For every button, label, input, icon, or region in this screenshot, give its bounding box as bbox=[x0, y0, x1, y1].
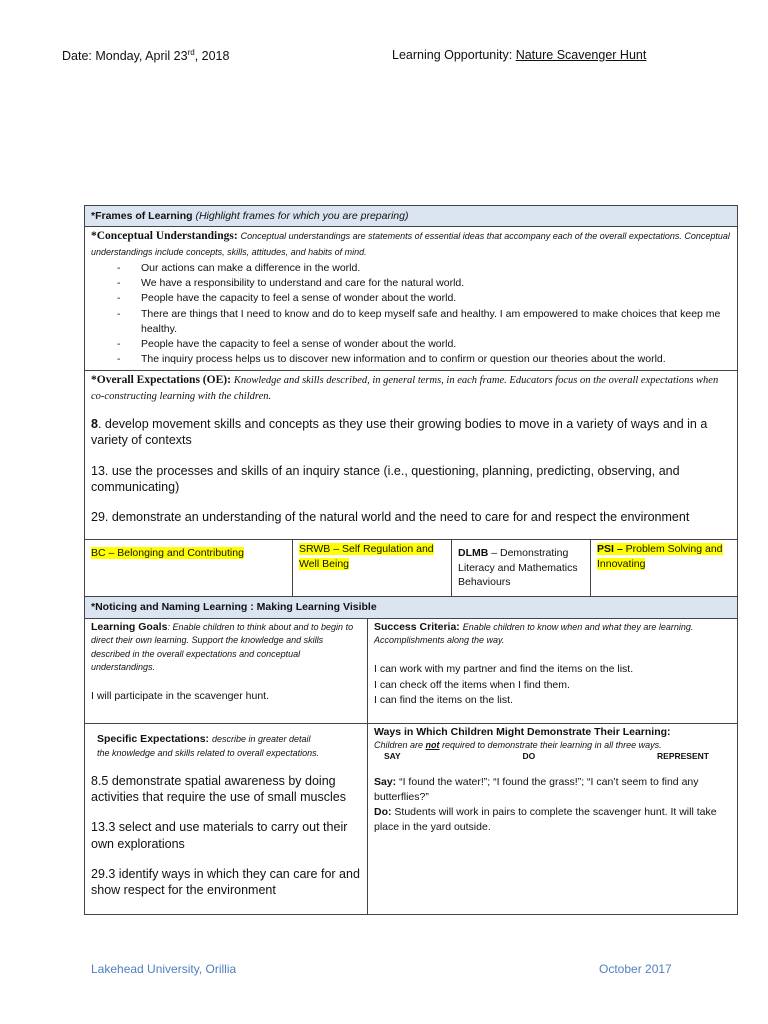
learning-opportunity-label: Learning Opportunity: bbox=[392, 48, 513, 62]
frame-bc-text: BC – Belonging and Contributing bbox=[91, 547, 244, 560]
overall-expectations-label: *Overall Expectations (OE): bbox=[91, 374, 231, 387]
frame-dlmb bbox=[452, 540, 591, 597]
planning-table bbox=[84, 205, 738, 915]
conceptual-understandings-row bbox=[85, 227, 738, 371]
footer-right: October 2017 bbox=[599, 962, 672, 976]
frame-psi bbox=[591, 540, 738, 597]
ways-do bbox=[374, 805, 731, 835]
ways-say-text: “I found the water!”; “I found the grass!”; “I can’t seem to find any butterflies?” bbox=[374, 775, 699, 803]
specific-expectations-label: Specific Expectations: bbox=[97, 732, 210, 745]
frames-of-learning-title: *Frames of Learning bbox=[91, 210, 193, 222]
ways-note-not: not bbox=[425, 740, 440, 751]
ways-col-represent: REPRESENT bbox=[657, 751, 709, 762]
learning-goals-cell bbox=[85, 618, 368, 723]
date-suffix: rd bbox=[187, 48, 195, 57]
learning-opportunity-line bbox=[392, 48, 646, 62]
specific-expectation-item: 29.3 identify ways in which they can care for and show respect for the environment bbox=[91, 866, 360, 898]
list-item: - People have the capacity to feel a sense of wonder about the world. bbox=[91, 291, 731, 306]
ways-do-text: Students will work in pairs to complete the scavenger hunt. It will take place in the yard outside. bbox=[374, 806, 717, 834]
frame-dlmb-text: – Demonstrating Literacy and Mathematics Behaviours bbox=[458, 547, 578, 588]
ways-col-do: DO bbox=[522, 751, 536, 762]
list-item: - The inquiry process helps us to discover new information and to confirm or question our theories about the world. bbox=[91, 352, 731, 367]
ways-columns bbox=[374, 751, 731, 762]
noticing-header: *Noticing and Naming Learning : Making Learning Visible bbox=[85, 597, 738, 618]
ways-do-label: Do: bbox=[374, 806, 392, 819]
overall-expectations-row bbox=[85, 371, 738, 540]
list-item: - There are things that I need to know and do to keep myself safe and healthy. I am empowered to make choices that keep me healthy. bbox=[91, 307, 731, 337]
success-criteria-cell bbox=[368, 618, 738, 723]
specific-expectations-cell bbox=[85, 723, 368, 914]
frame-bc bbox=[85, 540, 293, 597]
specific-expectation-item: 13.3 select and use materials to carry out their own explorations bbox=[91, 820, 348, 851]
success-criteria-label: Success Criteria: bbox=[374, 620, 460, 633]
learning-opportunity-value: Nature Scavenger Hunt bbox=[515, 48, 647, 62]
conceptual-label: *Conceptual Understandings: bbox=[91, 230, 238, 243]
specific-expectations-description: describe in greater detail bbox=[211, 733, 311, 744]
ways-note: Children are not required to demonstrate their learning in all three ways. bbox=[374, 740, 662, 751]
oe-item: 8. develop movement skills and concepts as they use their growing bodies to move in a variety of ways and in a variety of contexts bbox=[91, 417, 708, 448]
ways-say bbox=[374, 775, 731, 805]
oe-item: 13. use the processes and skills of an inquiry stance (i.e., questioning, planning, predicting, observing, and communicating) bbox=[91, 463, 680, 494]
specific-expectation-item: 8.5 demonstrate spatial awareness by doing activities that require the use of small muscles bbox=[91, 773, 346, 805]
list-item: I can find the items on the list. bbox=[374, 694, 513, 707]
ways-label: Ways in Which Children Might Demonstrate Their Learning: bbox=[374, 725, 671, 738]
ways-col-say: SAY bbox=[384, 751, 401, 762]
frame-psi-text: PSI – Problem Solving and Innovating bbox=[597, 543, 723, 570]
overall-expectations-cell bbox=[85, 371, 738, 540]
date-label: Date: bbox=[62, 49, 92, 64]
overall-expectations-description: Knowledge and skills described, in general terms, in each frame. Educators focus on the overall expectations when co-constructing learning with the children. bbox=[91, 375, 719, 402]
expectations-row bbox=[85, 723, 738, 914]
footer-left: Lakehead University, Orillia bbox=[91, 962, 237, 976]
ways-say-label: Say: bbox=[374, 775, 397, 788]
list-item: - People have the capacity to feel a sense of wonder about the world. bbox=[91, 337, 731, 352]
list-item: I can check off the items when I find them. bbox=[374, 678, 570, 691]
learning-goals-description: : Enable children to think about and to begin to direct their own learning. Support the knowledge and skills described in the overall expectations and conceptual understandings. bbox=[91, 621, 354, 673]
oe-item: 29. demonstrate an understanding of the natural world and the need to care for and respect the environment bbox=[91, 510, 690, 525]
success-criteria-list bbox=[374, 662, 731, 709]
specific-expectations-description-2: the knowledge and skills related to overall expectations. bbox=[97, 748, 320, 759]
conceptual-description: Conceptual understandings are statements of essential ideas that accompany each of the overall expectations. Conceptual understandings include concepts, skills, attitudes, and habits of mind. bbox=[91, 231, 730, 257]
success-criteria-description: Enable children to know when and what they are learning. Accomplishments along the way. bbox=[374, 621, 694, 646]
date-line bbox=[62, 48, 229, 63]
learning-goals-label: Learning Goals bbox=[91, 620, 168, 633]
date-year: , 2018 bbox=[194, 49, 230, 64]
goals-row bbox=[85, 618, 738, 723]
frame-srwb bbox=[293, 540, 452, 597]
conceptual-understandings-cell bbox=[85, 227, 738, 371]
date-value: Monday, April 23 bbox=[95, 49, 188, 64]
frame-dlmb-code: DLMB bbox=[458, 547, 489, 560]
frames-of-learning-header bbox=[85, 206, 738, 227]
list-item: - Our actions can make a difference in the world. bbox=[91, 261, 731, 276]
oe-item-number: 8 bbox=[91, 417, 98, 432]
conceptual-list bbox=[91, 261, 731, 368]
noticing-row bbox=[85, 597, 738, 618]
frame-psi-code: PSI – bbox=[597, 543, 623, 556]
list-item: I can work with my partner and find the items on the list. bbox=[374, 662, 634, 675]
list-item: - We have a responsibility to understand and care for the natural world. bbox=[91, 276, 731, 291]
frames-of-learning-subtitle: (Highlight frames for which you are preparing) bbox=[195, 210, 409, 222]
frame-srwb-text: SRWB – Self Regulation and Well Being bbox=[299, 543, 434, 570]
learning-goal-text: I will participate in the scavenger hunt. bbox=[91, 690, 270, 703]
ways-cell bbox=[368, 723, 738, 914]
frames-row bbox=[85, 540, 738, 597]
frames-of-learning-row bbox=[85, 206, 738, 227]
